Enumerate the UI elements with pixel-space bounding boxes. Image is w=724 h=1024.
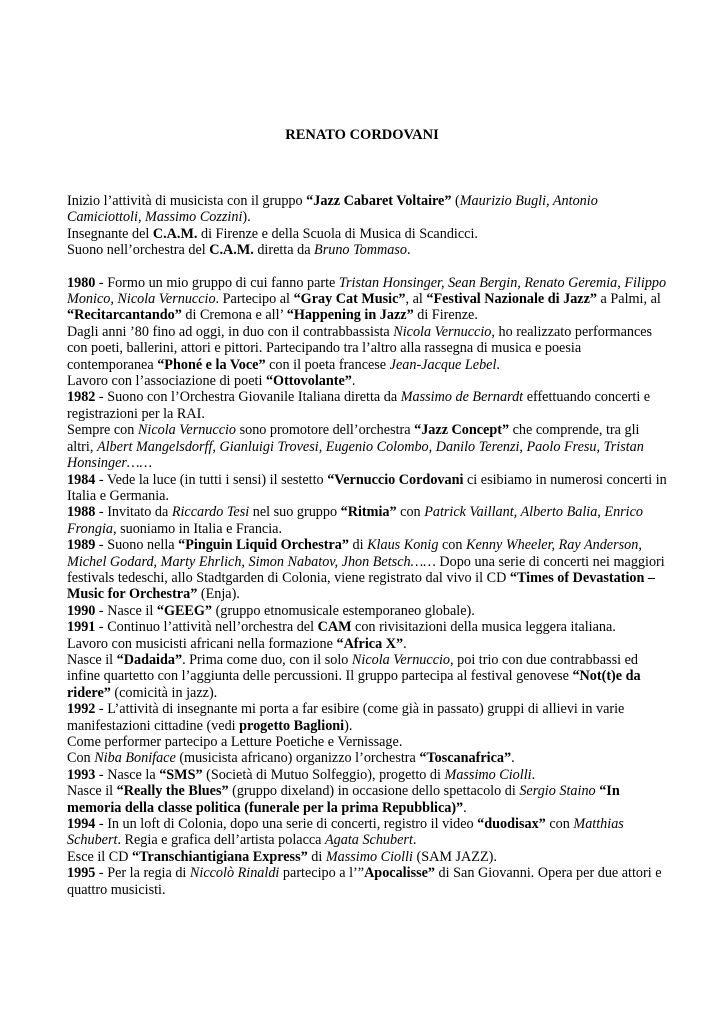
text-run: (comicità in jazz).: [110, 684, 218, 701]
italic-text: Sergio Staino: [519, 783, 596, 800]
paragraph: [67, 750, 667, 766]
bold-text: “Gray Cat Music”: [293, 291, 406, 308]
paragraph: [67, 373, 667, 389]
paragraph: [67, 865, 667, 898]
bold-text: “In memoria della classe politica (funerale per la prima Repubblica)”: [67, 783, 620, 816]
italic-text: Albert Mangelsdorff, Gianluigi Trovesi, Eugenio Colombo, Danilo Terenzi, Paolo Fresu, Tristan Honsinger……: [67, 438, 644, 472]
paragraph: [67, 537, 667, 603]
text-run: (gruppo etnomusicale estemporaneo globale).: [212, 602, 475, 619]
bold-text: C.A.M.: [152, 225, 198, 242]
italic-text: Nicola Vernuccio: [393, 323, 492, 340]
text-run: - Invitato da: [95, 504, 172, 521]
text-run: - Continuo l’attività nell’orchestra del: [95, 619, 318, 636]
text-run: . Regia e grafica dell’artista polacca: [117, 832, 326, 849]
italic-text: Niccolò Rinaldi: [189, 865, 280, 882]
text-run: di: [307, 848, 326, 865]
paragraph: [67, 242, 667, 258]
bold-text: “Recitarcantando”: [67, 307, 182, 324]
text-run: con: [545, 816, 574, 833]
text-run: .: [463, 799, 467, 816]
bold-text: “Times of Devastation – Music for Orchestra”: [67, 569, 656, 603]
text-run: Insegnante del: [67, 225, 153, 242]
text-run: , poi trio con due contrabbassi ed infine quartetto con l’aggiunta delle percussioni. Il gruppo partecipa al festival genovese: [67, 651, 638, 685]
italic-text: Massimo de Bernardt: [400, 389, 524, 406]
paragraph: [67, 193, 667, 226]
text-run: Nasce il: [67, 651, 117, 668]
bold-text: “GEEG”: [156, 602, 213, 619]
document-body: [67, 193, 667, 898]
bold-text: “duodisax”: [477, 816, 546, 833]
bold-text: “Festival Nazionale di Jazz”: [426, 291, 597, 308]
text-run: , ho realizzato performances con poeti, ballerini, attori e pittori. Partecipando tra l’altro alla rassegna di musica e poesia contemporanea: [67, 323, 653, 373]
bold-text: 1992: [67, 701, 96, 718]
paragraph: [67, 619, 667, 635]
paragraph: [67, 767, 667, 783]
text-run: (musicista africano) organizzo l’orchestra: [175, 750, 420, 767]
text-run: nel suo gruppo: [249, 504, 341, 521]
bold-text: 1988: [67, 504, 96, 521]
bold-text: “Really the Blues”: [116, 783, 229, 800]
bold-text: “Africa X”: [336, 635, 404, 652]
text-run: Nasce il: [67, 783, 117, 800]
text-run: Lavoro con musicisti africani nella formazione: [67, 635, 337, 652]
text-run: partecipo a l’”: [279, 865, 365, 882]
italic-text: Riccardo Tesi: [171, 504, 250, 521]
text-run: , suoniamo in Italia e Francia.: [112, 520, 283, 537]
text-run: con rivisitazioni della musica leggera italiana.: [351, 619, 616, 636]
paragraph: [67, 324, 667, 373]
text-run: (SAM JAZZ).: [412, 848, 497, 865]
italic-text: Agata Schubert: [325, 832, 413, 849]
text-run: sono promotore dell’orchestra: [236, 422, 415, 439]
italic-text: Bruno Tommaso: [314, 242, 407, 259]
text-run: - Vede la luce (in tutti i sensi) il sestetto: [95, 471, 328, 488]
bold-text: “Toscanafrica”: [419, 750, 512, 767]
bold-text: “Jazz Concept”: [414, 422, 510, 439]
paragraph: [67, 636, 667, 652]
paragraph: [67, 389, 667, 422]
bold-text: 1984: [67, 471, 96, 488]
text-run: Come performer partecipo a Letture Poetiche e Vernissage.: [67, 734, 403, 750]
paragraph: [67, 783, 667, 816]
text-run: .: [496, 356, 500, 373]
italic-text: Kenny Wheeler, Ray Anderson, Michel Godard, Marty Ehrlich, Simon Nabatov, Jhon Betsch……: [67, 537, 642, 570]
bold-text: 1994: [67, 816, 96, 833]
paragraph: [67, 701, 667, 734]
text-run: con il poeta francese: [265, 356, 390, 373]
text-run: - Nasce la: [95, 766, 160, 783]
paragraph: [67, 504, 667, 537]
bold-text: 1991: [67, 619, 96, 636]
paragraph: [67, 816, 667, 849]
text-run: effettuando concerti e registrazioni per la RAI.: [67, 389, 651, 422]
paragraph: [67, 472, 667, 505]
text-run: . Partecipo al: [215, 291, 294, 308]
text-run: con: [396, 504, 425, 521]
paragraph: [67, 734, 667, 750]
italic-text: Massimo Ciolli: [444, 766, 532, 783]
text-run: con: [438, 537, 467, 554]
paragraph: [67, 422, 667, 471]
text-run: .: [412, 832, 417, 849]
italic-text: Patrick Vaillant, Alberto Balia, Enrico Frongia: [67, 504, 644, 537]
bold-text: “Ottovolante”: [265, 373, 352, 390]
italic-text: Niba Boniface: [94, 750, 176, 767]
text-run: Inizio l’attività di musicista con il gruppo: [67, 193, 307, 209]
paragraph: [67, 275, 667, 324]
bold-text: 1980: [67, 274, 96, 291]
text-run: ci esibiamo in numerosi concerti in Italia e Germania.: [67, 471, 667, 504]
bold-text: 1989: [67, 537, 96, 554]
text-run: ).: [344, 717, 353, 734]
bold-text: “Not(t)e da ridere”: [67, 668, 641, 701]
text-run: Lavoro con l’associazione di poeti: [67, 373, 266, 390]
text-run: Esce il CD: [67, 848, 133, 865]
text-run: .: [403, 635, 407, 652]
text-run: - Suono nella: [95, 537, 179, 554]
text-run: di Cremona e all’: [181, 307, 287, 324]
bold-text: “Dadaida”: [116, 651, 183, 668]
paragraph: [67, 603, 667, 619]
text-run: - Formo un mio gruppo di cui fanno parte: [95, 274, 339, 291]
text-run: - L’attività di insegnante mi porta a far esibire (come già in passato) gruppi di allievi in varie manifestazioni cittadine (vedi: [67, 701, 625, 734]
text-run: che comprende, tra gli altri,: [67, 422, 640, 455]
italic-text: Nicola Vernuccio: [137, 422, 237, 439]
bold-text: 1995: [67, 865, 96, 882]
text-run: ).: [242, 209, 251, 226]
text-run: . Prima come duo, con il solo: [182, 651, 352, 668]
text-run: - In un loft di Colonia, dopo una serie di concerti, registro il video: [95, 816, 478, 833]
bold-text: “Vernuccio Cordovani: [327, 471, 464, 488]
text-run: (Enja).: [197, 586, 240, 603]
italic-text: Klaus Konig: [367, 537, 439, 554]
text-run: - Suono con l’Orchestra Giovanile Italiana diretta da: [95, 389, 401, 406]
italic-text: Massimo Ciolli: [325, 848, 413, 865]
bold-text: “Phoné e la Voce”: [157, 356, 266, 373]
paragraph: [67, 652, 667, 701]
text-run: Suono nell’orchestra del: [67, 242, 210, 259]
text-run: - Per la regia di: [95, 865, 190, 882]
text-run: diretta da: [253, 242, 315, 259]
text-run: di San Giovanni. Opera per due attori e quattro musicisti.: [67, 865, 662, 898]
paragraph: [67, 849, 667, 865]
text-run: .: [351, 373, 356, 390]
text-run: di Firenze e della Scuola di Musica di Scandicci.: [197, 225, 478, 242]
paragraph: [67, 226, 667, 242]
text-run: Dagli anni ’80 fino ad oggi, in duo con il contrabbassista: [67, 323, 394, 340]
text-run: - Nasce il: [95, 602, 157, 619]
text-run: Dopo una serie di concerti nei maggiori festivals tedeschi, allo Stadtgarden di Colonia, viene registrato dal vivo il CD: [67, 553, 665, 586]
italic-text: Maurizio Bugli, Antonio Camiciottoli, Massimo Cozzini: [67, 193, 598, 226]
bold-text: “SMS”: [159, 766, 203, 783]
bold-text: “Jazz Cabaret Voltaire”: [306, 193, 452, 209]
text-run: , al: [405, 291, 427, 308]
bold-text: C.A.M.: [209, 242, 254, 259]
italic-text: Jean-Jacque Lebel: [389, 356, 497, 373]
text-run: (: [451, 193, 460, 209]
text-run: Con: [67, 750, 95, 767]
paragraph-spacer: [67, 259, 667, 275]
bold-text: “Transchiantigiana Express”: [132, 848, 308, 865]
bold-text: “Pinguin Liquid Orchestra”: [178, 537, 349, 554]
text-run: .: [511, 750, 515, 767]
text-run: (Società di Mutuo Solfeggio), progetto di: [202, 766, 445, 783]
bold-text: “Happening in Jazz”: [286, 307, 414, 324]
text-run: a Palmi, al: [597, 291, 661, 308]
text-run: (gruppo dixeland) in occasione dello spettacolo di: [228, 783, 520, 800]
text-run: di Firenze.: [413, 307, 478, 324]
text-run: Sempre con: [67, 422, 138, 439]
bold-text: “Ritmia”: [340, 504, 397, 521]
bold-text: 1990: [67, 602, 96, 619]
bold-text: Apocalisse”: [364, 865, 435, 882]
bold-text: 1993: [67, 766, 96, 783]
text-run: di: [348, 537, 368, 554]
italic-text: Nicola Vernuccio: [351, 651, 451, 668]
text-run: .: [406, 242, 411, 259]
bold-text: progetto Baglioni: [239, 717, 345, 734]
document-title: RENATO CORDOVANI: [285, 127, 439, 143]
italic-text: Matthias Schubert: [67, 816, 624, 849]
bold-text: 1982: [67, 389, 96, 406]
italic-text: Tristan Honsinger, Sean Bergin, Renato Geremia, Filippo Monico, Nicola Vernuccio: [67, 274, 667, 308]
bold-text: CAM: [317, 619, 352, 636]
text-run: .: [531, 766, 536, 783]
